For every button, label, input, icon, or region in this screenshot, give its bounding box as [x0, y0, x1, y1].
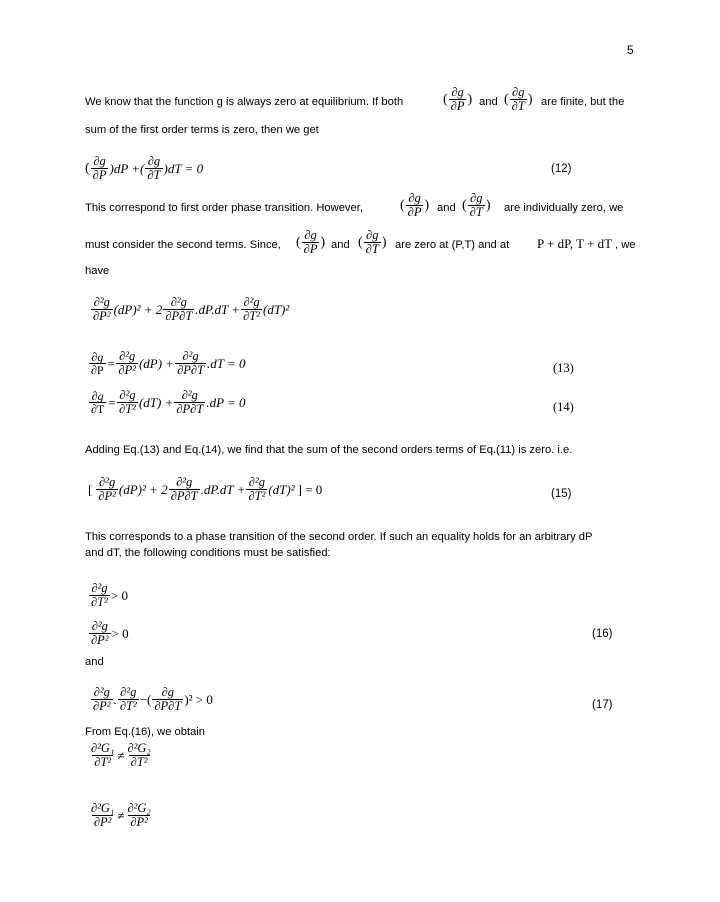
p2-and: and	[437, 202, 456, 214]
equation-12: ( $\frac{\partial g}{\partial P}$ )dP +( $\frac{\partial g}{\partial T}$ )dT = 0	[85, 154, 204, 182]
inequality-d2G-dP2	[88, 802, 154, 829]
frac-den: ∂T²	[248, 489, 266, 503]
paragraph-5-line-1: This corresponds to a phase transition of the second order. If such an equality holds for an arbitrary dP	[85, 531, 593, 543]
p2-text-b: are individually zero, we	[504, 202, 624, 214]
frac-num: ∂²g	[182, 349, 199, 363]
eq12-part-2: )dT = 0	[163, 160, 204, 176]
frac-den: ∂P²	[98, 489, 116, 503]
frac-num: ∂²g	[93, 685, 110, 699]
frac-num: ∂²G₂	[127, 801, 151, 815]
frac-num: ∂²g	[170, 295, 187, 309]
p3-have: have	[85, 265, 110, 277]
frac-num: ∂g	[161, 685, 175, 699]
frac-den: ∂T	[469, 205, 483, 219]
frac-num: ∂g	[470, 191, 483, 205]
frac-den: ∂P²	[118, 363, 136, 377]
eq15-part-b: .dP.dT +	[200, 481, 246, 497]
equation-17	[90, 686, 213, 713]
frac-num: ∂²g	[243, 295, 260, 309]
frac-num: ∂g	[91, 389, 104, 403]
eq17-end: )² > 0	[184, 691, 213, 707]
frac-num: ∂²G₁	[91, 801, 115, 815]
eq13-part-a: (dP) +	[138, 355, 175, 371]
paragraph-4: Adding Eq.(13) and Eq.(14), we find that the sum of the second orders terms of Eq.(11) is zero. i.e.	[85, 444, 573, 456]
frac-den: ∂P	[92, 168, 107, 182]
frac-num: ∂²g	[119, 349, 136, 363]
equation-14	[88, 389, 246, 416]
frac-den: ∂P∂T	[177, 363, 205, 377]
eq14-part-a: (dT) +	[138, 394, 174, 410]
frac-den: ∂T²	[130, 755, 148, 769]
page-number: 5	[627, 43, 634, 57]
paragraph-1-line-2: sum of the first order terms is zero, then we get	[85, 124, 319, 136]
equation-number-14: (14)	[553, 400, 574, 414]
frac-den: ∂P∂T	[170, 489, 198, 503]
and-word: and	[85, 656, 104, 668]
frac-den: ∂T²	[243, 309, 260, 323]
p3-text-d: , we	[615, 239, 636, 251]
p1-text-a: We know that the function g is always zero at equilibrium. If both	[85, 96, 404, 108]
frac-num: ∂g	[91, 350, 104, 364]
gt-zero: > 0	[111, 625, 129, 641]
frac-den: ∂P∂T	[154, 699, 182, 713]
not-equal: ≠	[117, 747, 125, 763]
p2-text-a: This correspond to first order phase transition. However,	[85, 202, 363, 214]
condition-d2g-dT2	[88, 582, 128, 609]
frac-num: ∂g	[451, 85, 464, 99]
equation-number-16: (16)	[592, 628, 613, 640]
eq14-part-b: .dP = 0	[206, 394, 246, 410]
p3-text-c: P + dP, T + dT	[537, 236, 613, 251]
frac-den: ∂T²	[94, 755, 112, 769]
frac-den: ∂P	[450, 99, 465, 113]
inline-fraction-dg-dP-2: ( $\frac{\partial g}{\partial P}$ )	[400, 191, 430, 219]
frac-den: ∂T²	[119, 699, 137, 713]
equation-15	[88, 476, 322, 503]
frac-num: ∂²G₁	[91, 741, 115, 755]
inequality-d2G-dT2	[88, 742, 154, 769]
from-eq16-text: From Eq.(16), we obtain	[85, 726, 206, 738]
condition-d2g-dP2	[88, 620, 129, 647]
eq13-part-b: .dT = 0	[207, 355, 246, 371]
frac-num: ∂²g	[99, 475, 116, 489]
frac-num: ∂²g	[91, 619, 108, 633]
eq-sq-part-b: .dP.dT +	[195, 301, 241, 317]
equation-number-12: (12)	[551, 163, 572, 175]
frac-den: ∂T	[511, 99, 525, 113]
frac-num: ∂²g	[181, 388, 198, 402]
frac-den: ∂P²	[93, 309, 111, 323]
inline-fraction-dg-dT-1: ( $\frac{\partial g}{\partial T}$ )	[504, 85, 533, 113]
eq15-open-bracket: [	[88, 481, 93, 497]
frac-den: ∂P	[91, 363, 104, 377]
equation-13	[88, 350, 246, 377]
frac-den: ∂T²	[119, 402, 136, 416]
frac-den: ∂P	[407, 205, 422, 219]
eq15-part-a: (dP)² + 2	[118, 481, 168, 497]
paragraph-1-line-1	[85, 95, 403, 109]
frac-num: ∂²g	[248, 475, 265, 489]
equation-number-15: (15)	[551, 488, 572, 500]
eq15-close: ] = 0	[297, 481, 323, 497]
p3-text-b: are zero at (P,T) and at	[395, 239, 510, 251]
frac-num: ∂g	[512, 85, 525, 99]
frac-num: ∂²g	[93, 295, 110, 309]
inline-fraction-dg-dT-3: ( $\frac{\partial g}{\partial T}$ )	[358, 228, 387, 256]
equation-second-order	[90, 296, 289, 323]
inline-fraction-dg-dT-2: ( $\frac{\partial g}{\partial T}$ )	[462, 191, 491, 219]
frac-num: ∂g	[366, 228, 379, 242]
inline-fraction-dg-dP-1: ( $\frac{\partial g}{\partial P}$ )	[443, 85, 473, 113]
eq12-part-1: )dP +(	[109, 160, 145, 176]
eq17-dot: .	[113, 691, 117, 707]
frac-den: ∂P²	[130, 815, 148, 829]
frac-den: ∂T²	[91, 595, 108, 609]
frac-den: ∂P	[303, 242, 318, 256]
frac-den: ∂T	[365, 242, 379, 256]
inline-fraction-dg-dP-3: ( $\frac{\partial g}{\partial P}$ )	[296, 228, 326, 256]
eq17-minus: −(	[139, 691, 152, 707]
frac-num: ∂g	[408, 191, 421, 205]
equation-number-17: (17)	[592, 699, 613, 711]
p3-and: and	[331, 239, 350, 251]
p3-text-a: must consider the second terms. Since,	[85, 239, 281, 251]
eq-sq-part-a: (dP)² + 2	[113, 301, 163, 317]
frac-num: ∂²g	[91, 581, 108, 595]
frac-num: ∂²g	[119, 388, 136, 402]
frac-den: ∂T	[147, 168, 161, 182]
frac-den: ∂P²	[93, 815, 112, 829]
frac-den: ∂P∂T	[176, 402, 204, 416]
p1-text-b: are finite, but the	[541, 96, 625, 108]
equation-number-13: (13)	[553, 361, 574, 375]
paragraph-5-line-2: and dT, the following conditions must be satisfied:	[85, 547, 331, 559]
frac-den: ∂T	[91, 402, 105, 416]
frac-den: ∂P∂T	[165, 309, 193, 323]
gt-zero: > 0	[110, 587, 128, 603]
frac-num: ∂g	[147, 154, 161, 168]
frac-num: ∂²G₂	[127, 741, 151, 755]
eq13-equals: =	[106, 355, 116, 371]
frac-num: ∂g	[304, 228, 317, 242]
eq14-equals: =	[107, 394, 117, 410]
frac-den: ∂P²	[93, 699, 111, 713]
frac-num: ∂²g	[176, 475, 193, 489]
frac-den: ∂P²	[91, 633, 109, 647]
frac-num: ∂²g	[120, 685, 137, 699]
not-equal: ≠	[117, 807, 125, 823]
eq-sq-part-c: (dT)²	[262, 301, 290, 317]
p1-and: and	[479, 96, 498, 108]
eq15-part-c: (dT)²	[268, 481, 295, 497]
frac-num: ∂g	[93, 154, 106, 168]
